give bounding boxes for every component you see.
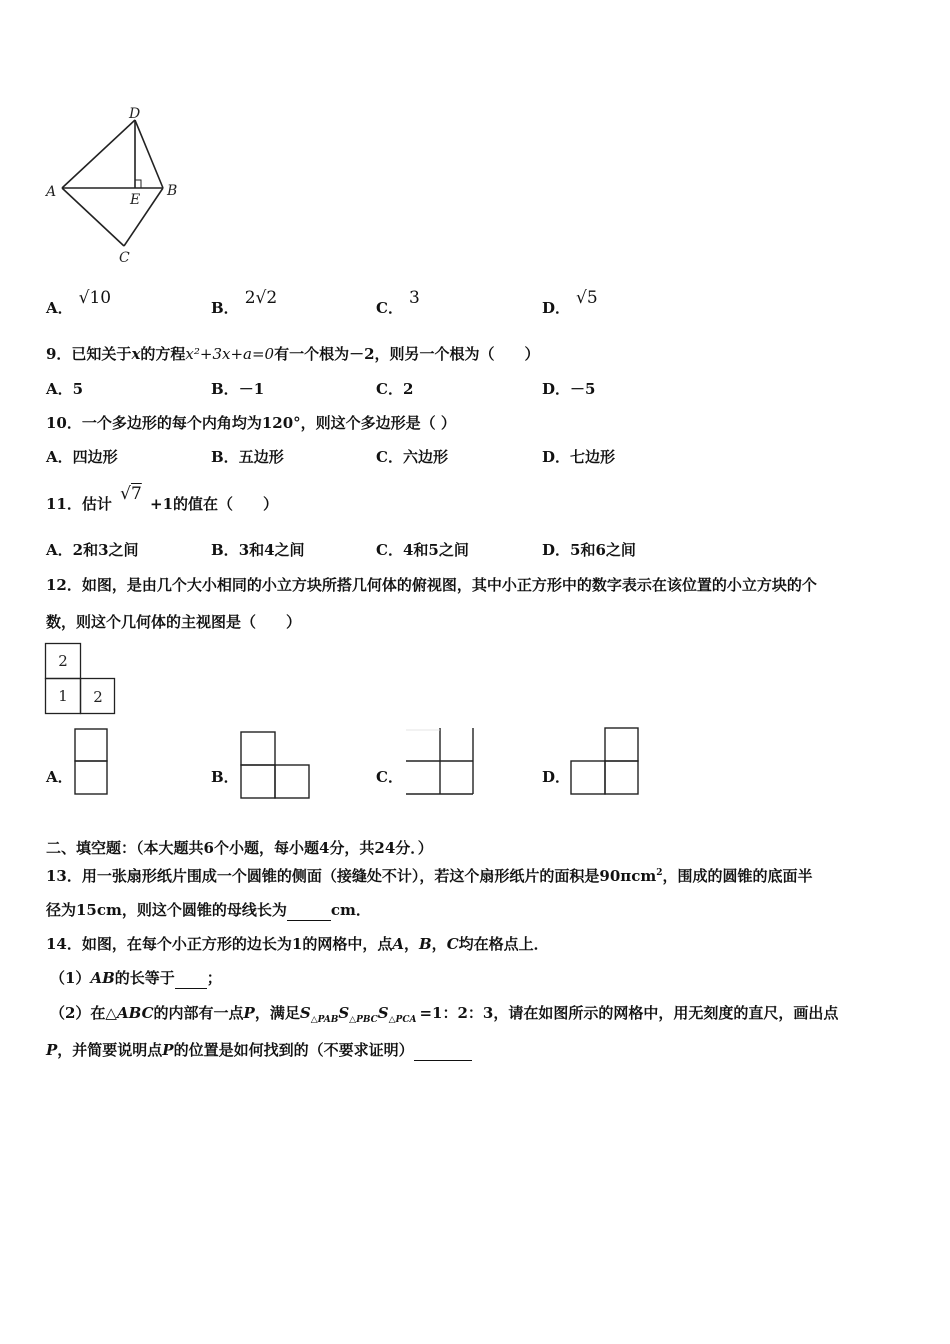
q12-option-c-figure[interactable] — [405, 727, 477, 797]
q8-option-c-value: 3 — [408, 288, 420, 308]
q12-top-view-grid — [44, 642, 119, 716]
section-2-title: 二、填空题：（本大题共6个小题，每小题4分，共24分．） — [46, 839, 433, 857]
q8-option-b-value: 2√2 — [244, 288, 278, 308]
q13-line1: 13．用一张扇形纸片围成一个圆锥的侧面（接缝处不计），若这个扇形纸片的面积是90πcm$^2$，围成的圆锥的底面半 — [46, 867, 813, 885]
q14-part2: （2）在△ABC的内部有一点P，满足$S_{\triangle PAB}S_{\triangle PBC}S_{\triangle PCA} =1$：2：3，请在如图所示的网格中，用无刻度的直尺，画出点 — [50, 1004, 839, 1025]
q12-option-b-label[interactable]: B． — [211, 768, 239, 786]
label-A: A — [46, 184, 57, 200]
q14-line1: 14．如图，在每个小正方形的边长为1的网格中，点A，B，C均在格点上． — [46, 935, 549, 953]
segment-DB — [135, 120, 163, 188]
q14-line3: P，并简要说明点P的位置是如何找到的（不要求证明） — [46, 1040, 472, 1061]
q14-part1: （1）AB的长等于 ； — [50, 969, 222, 987]
sqrt-7: √7 — [120, 484, 142, 504]
q10-option-b[interactable]: B．五边形 — [211, 448, 284, 466]
q12-question-line2: 数，则这个几何体的主视图是（ ） — [46, 613, 302, 631]
q12-option-c-label[interactable]: C． — [376, 768, 403, 786]
grid-value-bottom-right: 2 — [93, 688, 103, 706]
segment-AD — [62, 120, 135, 188]
segment-AC — [62, 188, 124, 246]
q8-option-c[interactable]: C． 3 — [376, 288, 420, 317]
q11-question: 11．估计 √7 +1的值在（ ） — [46, 484, 279, 513]
q13-line2: 径为15cm，则这个圆锥的母线长为 cm． — [46, 901, 371, 919]
q8-option-a-value: √10 — [78, 288, 112, 308]
q12-option-b-figure[interactable] — [240, 731, 312, 801]
q8-option-d[interactable]: D． √5 — [542, 288, 598, 317]
q9-option-a[interactable]: A．5 — [46, 380, 84, 398]
grid-value-top: 2 — [58, 652, 68, 670]
q9-question: 9．已知关于x的方程x²+3x+a=0有一个根为－2，则另一个根为（ ） — [46, 345, 540, 363]
q9-option-d[interactable]: D．－5 — [542, 380, 596, 398]
q11-option-d[interactable]: D．5和6之间 — [542, 541, 636, 559]
q14-part2-answer-blank[interactable] — [414, 1040, 472, 1061]
q10-option-c[interactable]: C．六边形 — [376, 448, 448, 466]
label-D: D — [129, 106, 141, 122]
q12-option-d-figure[interactable] — [570, 727, 642, 797]
q9-option-c[interactable]: C．2 — [376, 380, 414, 398]
q13-answer-blank[interactable] — [287, 900, 331, 921]
q11-option-c[interactable]: C．4和5之间 — [376, 541, 469, 559]
q8-option-a[interactable]: A． √10 — [46, 288, 112, 317]
label-E: E — [130, 192, 141, 208]
q11-option-a[interactable]: A．2和3之间 — [46, 541, 139, 559]
q8-option-d-value: √5 — [576, 288, 598, 308]
q12-question-line1: 12．如图，是由几个大小相同的小立方块所搭几何体的俯视图，其中小正方形中的数字表示在该位置的小立方块的个 — [46, 576, 817, 594]
q10-option-d[interactable]: D．七边形 — [542, 448, 616, 466]
q11-option-b[interactable]: B．3和4之间 — [211, 541, 305, 559]
q10-option-a[interactable]: A．四边形 — [46, 448, 118, 466]
label-B: B — [167, 183, 178, 199]
q8-geometry-figure — [40, 100, 190, 265]
q12-option-a-figure[interactable] — [74, 728, 110, 796]
q14-part1-answer-blank[interactable] — [175, 968, 207, 989]
q12-option-a-label[interactable]: A． — [46, 768, 73, 786]
grid-value-bottom-left: 1 — [58, 687, 68, 705]
right-angle-mark — [135, 180, 141, 188]
label-C: C — [119, 250, 130, 265]
q12-option-d-label[interactable]: D． — [542, 768, 571, 786]
q9-option-b[interactable]: B．－1 — [211, 380, 265, 398]
q10-question: 10．一个多边形的每个内角均为120°，则这个多边形是（ ） — [46, 414, 456, 432]
q8-option-b[interactable]: B． 2√2 — [211, 288, 278, 317]
